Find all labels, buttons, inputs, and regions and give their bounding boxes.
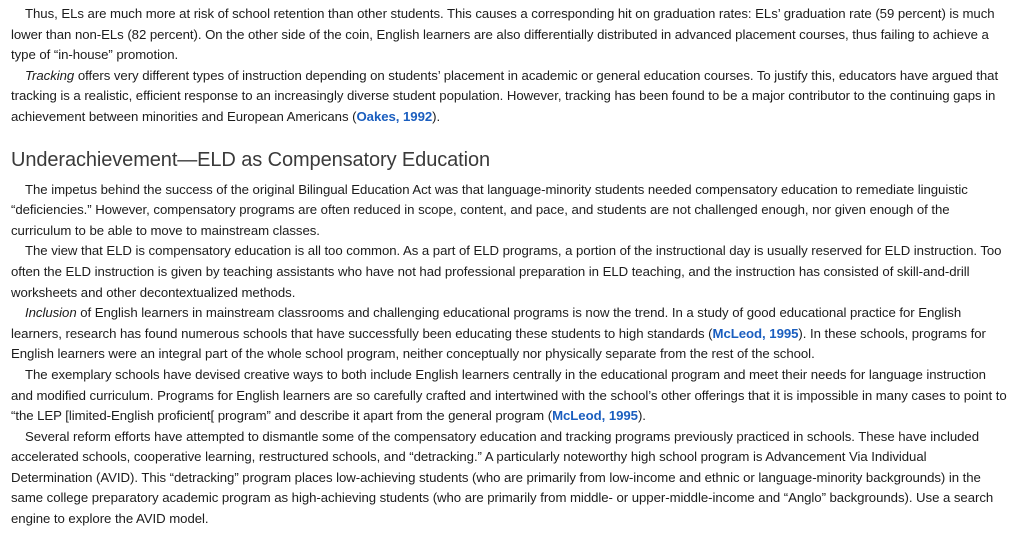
paragraph-el-retention	[11, 4, 1010, 66]
paragraph-text: of English learners in mainstream classrooms and challenging educational programs is now the trend. In a study of good educational practice for English learners, research has found numerous schools that have successfully been educating these students to high standards (	[11, 305, 962, 341]
paragraph-text: The impetus behind the success of the original Bilingual Education Act was that language-minority students needed compensatory education to remediate linguistic “deficiencies.” However, compensatory programs are often reduced in scope, content, and pace, and students are not challenged enough, nor given enough of the curriculum to be able to move to mainstream classes.	[11, 181, 968, 238]
citation-link-mcleod-1995[interactable]: McLeod, 1995	[712, 325, 799, 341]
paragraph-eld-compensatory	[11, 241, 1010, 303]
paragraph-inclusion	[11, 303, 1010, 365]
paragraph-text-end: ).	[637, 408, 646, 424]
paragraph-text-end: ). In these schools, programs for English learners were an integral part of the whole school program, neither conceptually nor physically separate from the rest of the school.	[11, 325, 986, 362]
paragraph-exemplary-schools	[11, 365, 1010, 427]
citation-link-oakes-1992[interactable]: Oakes, 1992	[356, 108, 433, 124]
paragraph-text-end: ).	[432, 108, 441, 124]
paragraph-text: Several reform efforts have attempted to dismantle some of the compensatory education and tracking programs previously practiced in schools. These have included accelerated schools, cooperative learning, restructured schools, and “detracking.” A particularly noteworthy high school program is Advancement Via Individual Determination (AVID). This “detracking” program places low-achieving students (who are primarily from low-income and ethnic or language-minority backgrounds) in the same college preparatory academic program as high-achieving students (who are primarily from middle- or upper-middle-income and “Anglo” backgrounds). Use a search engine to explore the AVID model.	[11, 428, 994, 527]
paragraph-text: Thus, ELs are much more at risk of school retention than other students. This causes a corresponding hit on graduation rates: ELs’ graduation rate (59 percent) is much lower than non-ELs (82 percent). On the other side of the coin, English learners are also differentially distributed in advanced placement courses, thus failing to achieve a type of “in-house” promotion.	[11, 6, 995, 63]
paragraph-text: The exemplary schools have devised creative ways to both include English learners centrally in the educational program and meet their needs for language instruction and modified curriculum. Programs for English learners are so carefully crafted and intertwined with the school’s other offerings that it is impossible in many cases to point to “the LEP [limited-English proficient[ program” and describe it apart from the general program (	[11, 366, 1007, 424]
term-tracking: Tracking	[25, 67, 75, 83]
paragraph-text: offers very different types of instruction depending on students’ placement in academic or general education courses. To justify this, educators have argued that tracking is a realistic, efficient response to an increasingly diverse student population. However, tracking has been found to be a major contributor to the continuing gaps in achievement between minorities and European Americans (	[11, 67, 999, 124]
paragraph-tracking	[11, 66, 1010, 128]
paragraph-text: The view that ELD is compensatory education is all too common. As a part of ELD programs, a portion of the instructional day is usually reserved for ELD instruction. Too often the ELD instruction is given by teaching assistants who have not had professional preparation in ELD teaching, and the instruction has consisted of skill-and-drill worksheets and other decontextualized methods.	[11, 243, 1002, 300]
section-heading: Underachievement—ELD as Compensatory Education	[11, 148, 490, 171]
term-inclusion: Inclusion	[25, 305, 77, 321]
paragraph-bilingual-education-act	[11, 180, 1010, 242]
citation-link-mcleod-1995[interactable]: McLeod, 1995	[552, 408, 638, 424]
paragraph-reform-efforts	[11, 427, 1010, 530]
